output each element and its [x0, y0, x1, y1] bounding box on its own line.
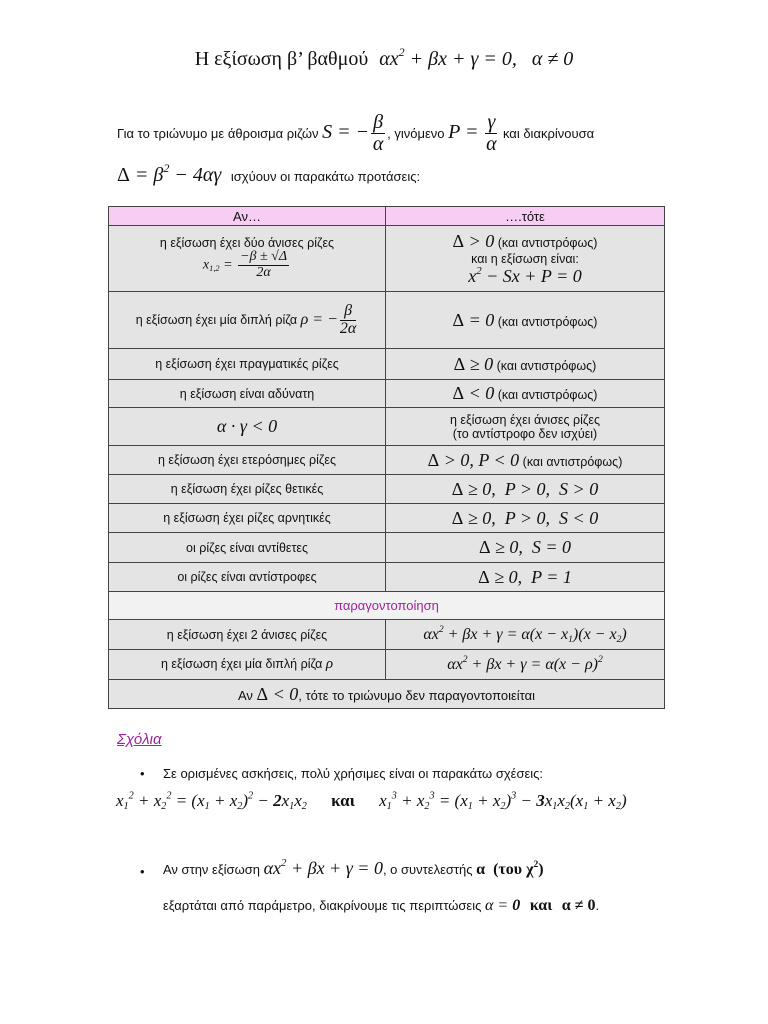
table-row: η εξίσωση έχει ρίζες αρνητικές Δ ≥ 0, P > 0, S < 0 [109, 504, 665, 533]
table-header-row [109, 207, 665, 226]
table-row: η εξίσωση έχει δύο άνισες ρίζες $x_{1,2}$ = $\frac{-\beta \pm √\Delta}{2\alpha}$ Δ > 0 (και αντιστρόφως) και η εξίσωση είναι: $x^2 - Sx + P = 0$ [109, 226, 665, 292]
title-equation: $\alpha x^2 + \beta x + \gamma = 0$, α ≠ 0 [379, 45, 574, 70]
comment-bullet-1: Σε ορισμένες ασκήσεις, πολύ χρήσιμες είναι οι παρακάτω σχέσεις: [163, 766, 544, 781]
double-root-formula: ρ = − $\frac{\beta}{2\alpha}$ [300, 301, 357, 337]
header-if: Αν… [109, 207, 386, 226]
table-row: η εξίσωση είναι αδύνατη Δ < 0 (και αντιστρόφως) [109, 380, 665, 408]
header-then: ….τότε [386, 207, 665, 226]
table-row: η εξίσωση έχει 2 άνισες ρίζες $\alpha x^2 + \beta x + \gamma = \alpha(x - x_1)(x - x_2)$ [109, 620, 665, 650]
comments-heading: Σχόλια [117, 731, 162, 748]
table-row: η εξίσωση έχει ρίζες θετικές Δ ≥ 0, P > 0, S > 0 [109, 475, 665, 504]
table-row: η εξίσωση έχει ετερόσημες ρίζες Δ > 0, P < 0 (και αντιστρόφως) [109, 446, 665, 475]
table-row: οι ρίζες είναι αντίστροφες Δ ≥ 0, P = 1 [109, 563, 665, 592]
sum-identities: $x_1^2 + x_2^2 = (x_1 + x_2)^2 - 2x_1x_2$ και $x_1^3 + x_2^3 = (x_1 + x_2)^3 - 3x_1x_2(x_1 + x_2)$ [116, 790, 627, 813]
table-row: η εξίσωση έχει μία διπλή ρίζα ρ = − $\frac{\beta}{2\alpha}$ Δ = 0 (και αντιστρόφως) [109, 292, 665, 349]
comment-bullet-2-line-2: εξαρτάται από παράμετρο, διακρίνουμε τις περιπτώσεις α = 0 και α ≠ 0. [163, 897, 600, 914]
factorization-section-row: παραγοντοποίηση [109, 592, 665, 620]
bullet-icon: • [140, 864, 145, 879]
table-row: α · γ < 0 η εξίσωση έχει άνισες ρίζες (το αντίστροφο δεν ισχύει) [109, 408, 665, 446]
table-footer-row: Αν Δ < 0, τότε το τριώνυμο δεν παραγοντοποιείται [109, 680, 665, 709]
roots-formula: $x_{1,2}$ = $\frac{-\beta \pm √\Delta}{2\alpha}$ [202, 249, 288, 280]
table-row: η εξίσωση έχει μία διπλή ρίζα ρ $\alpha x^2 + \beta x + \gamma = \alpha(x - \rho)^2$ [109, 650, 665, 680]
table-row: οι ρίζες είναι αντίθετες Δ ≥ 0, S = 0 [109, 533, 665, 563]
intro-line-2: $\Delta = \beta^2 - 4\alpha\gamma$ ισχύουν οι παρακάτω προτάσεις: [117, 161, 421, 186]
product-formula: P = $\frac{\gamma}{\alpha}$ [448, 111, 497, 155]
comment-bullet-2: Αν στην εξίσωση $\alpha x^2 + \beta x + \gamma = 0$, ο συντελεστής α (του $\chi^2$) [163, 856, 544, 878]
sum-formula: S = − $\frac{\beta}{\alpha}$ [322, 111, 384, 155]
table-row: η εξίσωση έχει πραγματικές ρίζες Δ ≥ 0 (και αντιστρόφως) [109, 349, 665, 380]
bullet-icon: • [140, 766, 145, 781]
page-title: Η εξίσωση β’ βαθμού $\alpha x^2 + \beta x + \gamma = 0$, α ≠ 0 [194, 45, 574, 70]
double-root-factor-label: η εξίσωση έχει μία διπλή ρίζα ρ [160, 656, 334, 672]
intro-line-1: Για το τριώνυμο με άθροισμα ριζών S = − $\frac{\beta}{\alpha}$ , γινόμενο P = $\frac{\gamma}{\alpha}$ και διακρίνουσα [117, 111, 595, 155]
properties-table [108, 206, 665, 709]
discriminant-formula: $\Delta = \beta^2 - 4\alpha\gamma$ [117, 161, 222, 186]
